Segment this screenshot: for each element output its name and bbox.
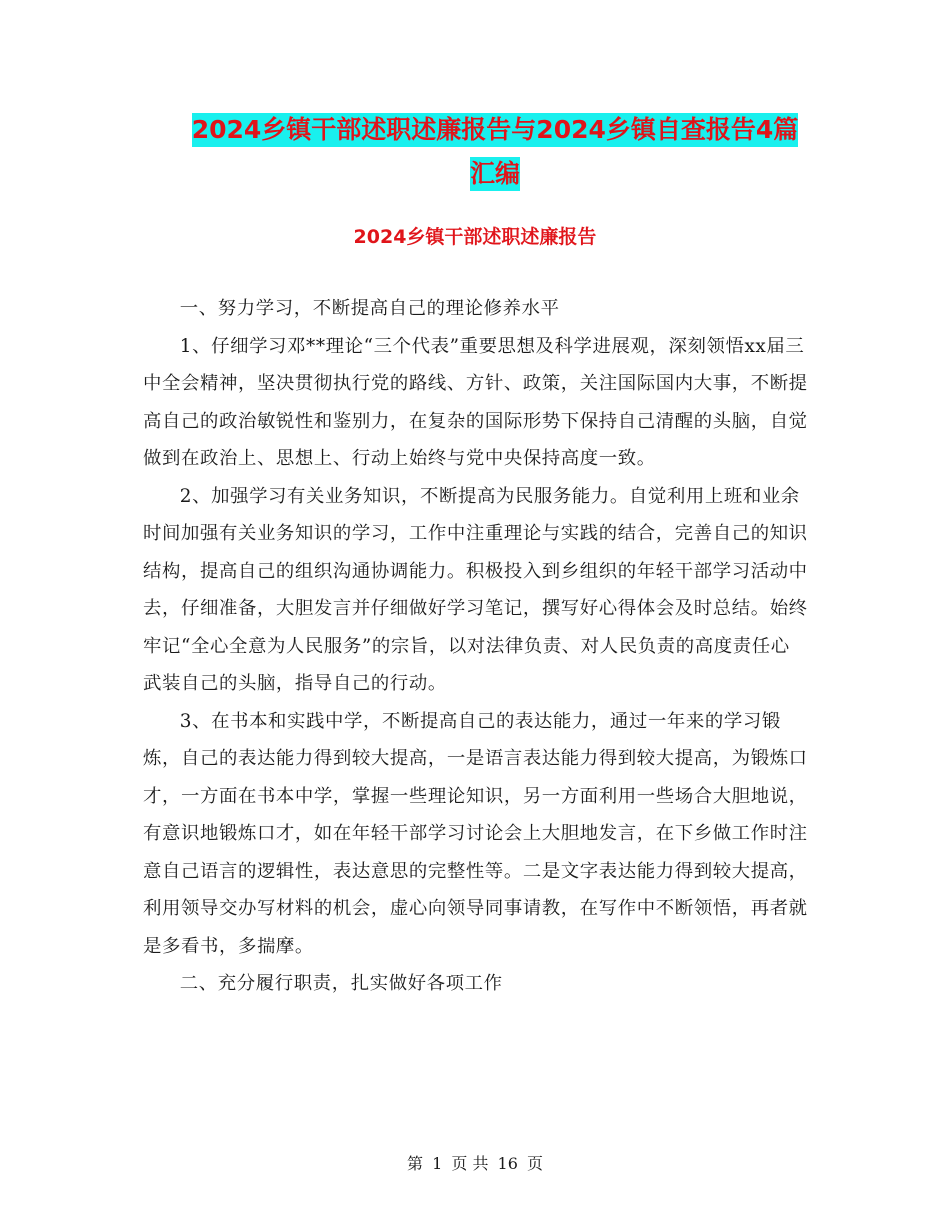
title-line-2: 汇编 [470, 157, 520, 191]
footer-page-number: 1 [432, 1154, 443, 1173]
heading-paragraph-2: 二、充分履行职责，扎实做好各项工作 [179, 973, 503, 994]
heading-paragraph-1: 一、努力学习，不断提高自己的理论修养水平 [179, 298, 560, 319]
footer-middle: 页 共 [451, 1154, 489, 1173]
footer-total-pages: 16 [497, 1154, 518, 1173]
section-title: 2024乡镇干部述职述廉报告 [353, 226, 597, 248]
body-paragraph: 1、仔细学习邓**理论“三个代表”重要思想及科学进展观，深刻领悟xx届三中全会精神，坚决贯彻执行党的路线、方针、政策，关注国际国内大事，不断提高自己的政治敏锐性和鉴别力，在复杂的国际形势下保持自己清醒的头脑，自觉做到在政治上、思想上、行动上始终与党中央保持高度一致。 [143, 335, 808, 469]
title-line-1: 2024乡镇干部述职述廉报告与2024乡镇自查报告4篇 [192, 113, 799, 147]
footer-prefix: 第 [406, 1154, 423, 1173]
body-paragraph: 2、加强学习有关业务知识，不断提高为民服务能力。自觉利用上班和业余时间加强有关业务知识的学习，工作中注重理论与实践的结合，完善自己的知识结构，提高自己的组织沟通协调能力。积极投入到乡组织的年轻干部学习活动中去，仔细准备，大胆发言并仔细做好学习笔记，撰写好心得体会及时总结。始终牢记“全心全意为人民服务”的宗旨，以对法律负责、对人民负责的高度责任心武装自己的头脑，指导自己的行动。 [143, 485, 808, 694]
document-title [150, 108, 840, 196]
page-footer [0, 1153, 950, 1175]
footer-suffix: 页 [527, 1154, 544, 1173]
body-text [143, 290, 808, 1003]
body-paragraph: 3、在书本和实践中学，不断提高自己的表达能力，通过一年来的学习锻炼，自己的表达能力得到较大提高，一是语言表达能力得到较大提高，为锻炼口才，一方面在书本中学，掌握一些理论知识，另一方面利用一些场合大胆地说，有意识地锻炼口才，如在年轻干部学习讨论会上大胆地发言，在下乡做工作时注意自己语言的逻辑性，表达意思的完整性等。二是文字表达能力得到较大提高，利用领导交办写材料的机会，虚心向领导同事请教，在写作中不断领悟，再者就是多看书，多揣摩。 [143, 710, 808, 957]
